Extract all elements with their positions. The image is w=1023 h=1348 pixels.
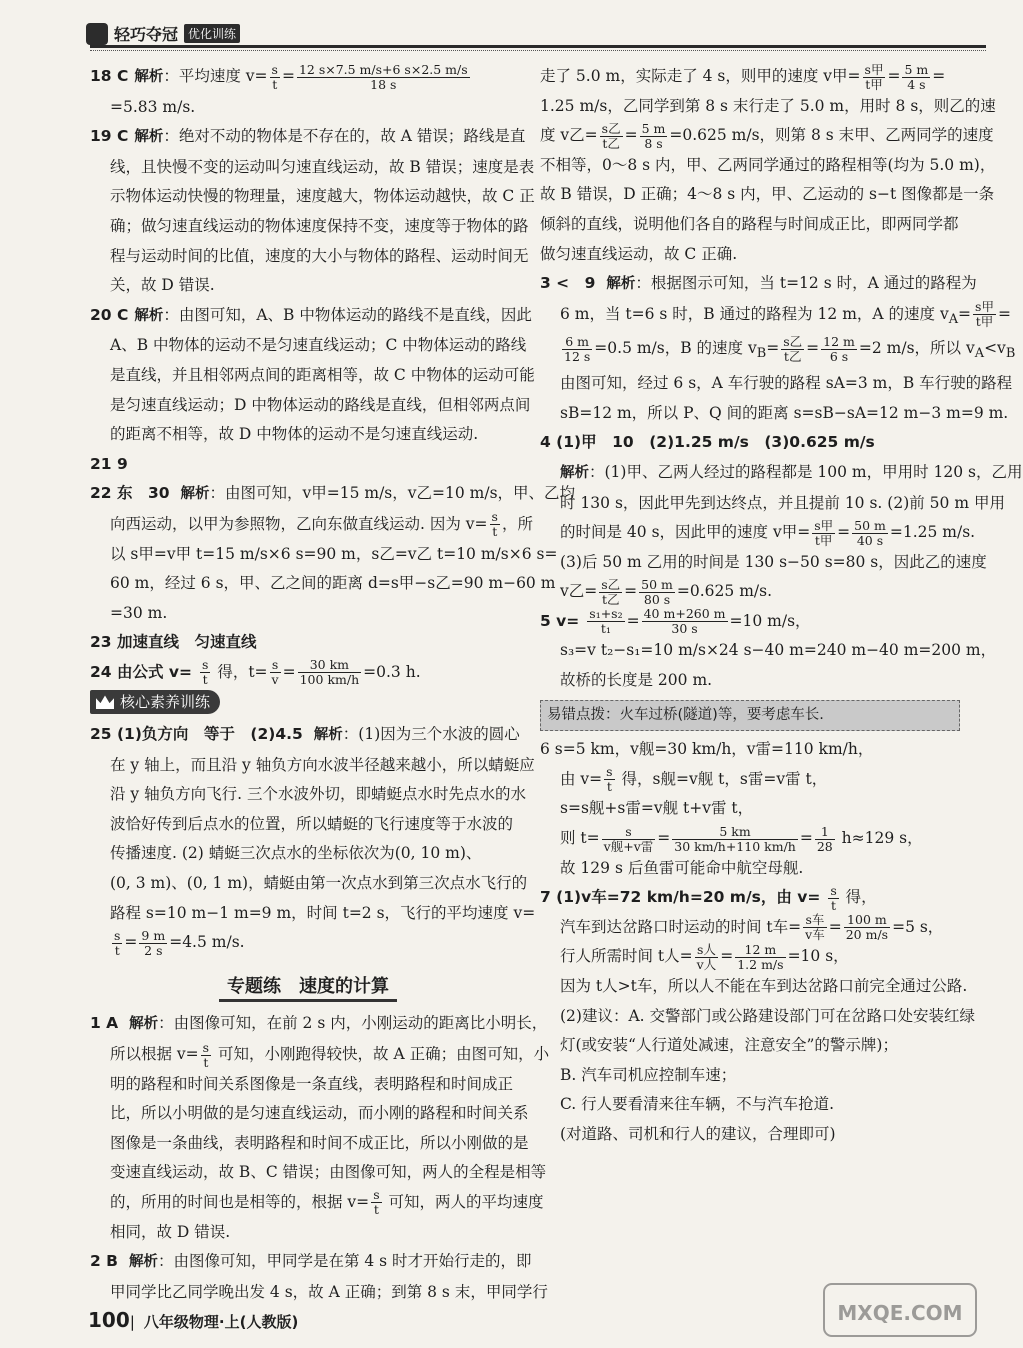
text-line: 所以根据 v= $\frac{s}{t}$ 可知，小刚跑得较快，故 A 正确；由图可知，小	[110, 1039, 550, 1070]
text-line: 灯(或安装“人行道处减速，注意安全”的警示牌)；	[560, 1036, 898, 1055]
text-line: 向西运动，以甲为参照物，乙向东做直线运动. 因为 v= $\frac{s}{t}$ ，所	[110, 509, 533, 540]
fraction: $\frac{s}{t}$	[271, 61, 278, 92]
text-line: 甲同学比乙同学晚出发 4 s，故 A 正确；到第 8 s 末，甲同学行	[110, 1282, 548, 1301]
text-line: 不相等，0～8 s 内，甲、乙两同学通过的路程相等(均为 5.0 m)，	[540, 155, 996, 174]
text-line: 变速直线运动，故 B、C 错误；由图像可知，两人的全程是相等	[110, 1163, 547, 1182]
text-line: 故 129 s 后鱼雷可能命中航空母舰.	[560, 858, 804, 877]
text-line: v乙= $\frac{\text{s乙}}{\text{t乙}}$ = $\frac{50 m}{80 s}$ =0.625 m/s.	[560, 576, 772, 607]
text-line: 路程 s=10 m−1 m=9 m，时间 t=2 s，飞行的平均速度 v=	[110, 903, 536, 922]
text-line: 的，所用的时间也是相等的，根据 v= $\frac{s}{t}$ 可知，两人的平均速度	[110, 1187, 544, 1218]
text-line: 1 A 解析：由图像可知，在前 2 s 内，小刚运动的距离比小明长，	[90, 1014, 548, 1033]
text-line: 在 y 轴上，而且沿 y 轴负方向水波半径越来越小，所以蜻蜓应	[110, 755, 535, 774]
text-line: 60 m，经过 6 s，甲、乙之间的距离 d=s甲−s乙=90 m−60 m	[110, 574, 556, 593]
fraction: $\frac{s}{t}$	[373, 1187, 380, 1218]
text-line: 以 s甲=v甲 t=15 m/s×6 s=90 m，s乙=v乙 t=10 m/s×6 s=	[110, 544, 558, 563]
text-line: 是匀速直线运动；D 中物体运动的路线是直线，但相邻两点间	[110, 395, 531, 414]
text-line: 20 C 解析：由图可知，A、B 中物体运动的路线不是直线，因此	[90, 305, 532, 324]
text-line: 5 v= $\frac{\text{s₁+s₂}}{\text{t₁}}$ = $\frac{40 m+260 m}{30 s}$ =10 m/s，	[540, 606, 811, 637]
text-line: 示物体运动快慢的物理量，速度越大，物体运动越快，故 C 正	[110, 187, 535, 206]
text-line: 21 9	[90, 454, 128, 473]
text-line: B. 汽车司机应控制车速；	[560, 1065, 737, 1084]
brand-logo-icon	[86, 23, 108, 45]
text-line: 23 加速直线 匀速直线	[90, 633, 257, 652]
text-line: 2 B 解析：由图像可知，甲同学是在第 4 s 时才开始行走的，即	[90, 1252, 532, 1271]
text-line: A、B 中物体的运动不是匀速直线运动；C 中物体运动的路线	[110, 336, 527, 355]
error-tip-box: 易错点拨：火车过桥(隧道)等，要考虑车长.	[540, 700, 960, 732]
text-line: s₃=v t₂−s₁=10 m/s×24 s−40 m=240 m−40 m=200 m，	[560, 641, 997, 660]
section-title: 专题练 速度的计算	[90, 972, 526, 1002]
text-line: 22 东 30 解析：由图可知，v甲=15 m/s，v乙=10 m/s，甲、乙均	[90, 484, 576, 503]
text-line: (2)建议：A. 交警部门或公路建设部门可在岔路口处安装红绿	[560, 1006, 976, 1025]
text-line: 是直线，并且相邻两点间的距离相等，故 C 中物体的运动可能	[110, 365, 535, 384]
text-line: 沿 y 轴负方向飞行. 三个水波外切，即蜻蜓点水时先点水的水	[110, 785, 526, 804]
text-line: 6 s=5 km，v舰=30 km/h，v雷=110 km/h，	[540, 740, 874, 759]
text-line: 则 t= $\frac{s}{\text{v舰+v雷}}$ = $\frac{5 km}{30 km/h+110 km/h}$ = $\frac{1}{28}$ h≈129 s，	[560, 823, 923, 854]
text-line: 24 由公式 v= $\frac{s}{t}$ 得，t= $\frac{s}{v}$ = $\frac{30 km}{100 km/h}$ =0.3 h.	[90, 657, 421, 688]
text-line: 线，且快慢不变的运动叫匀速直线运动，故 B 错误；速度是表	[110, 157, 535, 176]
text-line: 的距离不相等，故 D 中物体的运动不是匀速直线运动.	[110, 425, 479, 444]
brand	[86, 22, 240, 45]
fraction: $\frac{s}{t}$	[491, 509, 498, 540]
text-line: $\frac{6 m}{12 s}$ =0.5 m/s，B 的速度 $v_B=$ $\frac{\text{s乙}}{\text{t乙}}$ = $\frac{12 m}{6 s}$ =2 m/s，所以 $v_A<v_B$	[564, 333, 1016, 364]
right-column	[540, 61, 1023, 1150]
text-line: 4 (1)甲 10 (2)1.25 m/s (3)0.625 m/s	[540, 433, 875, 452]
text-line: 确；做匀速直线运动的物体速度保持不变，速度等于物体的路	[110, 216, 529, 235]
fraction: $\frac{9 m}{2 s}$	[141, 927, 166, 958]
text-line: 明的路程和时间关系图像是一条直线，表明路程和时间成正	[110, 1074, 514, 1093]
text-line: 波恰好传到后点水的位置，所以蜻蜓的飞行速度等于水波的	[110, 814, 514, 833]
text-line: 程与运动时间的比值，速度的大小与物体的路程、运动时间无	[110, 246, 529, 265]
text-line: 故桥的长度是 200 m.	[560, 671, 713, 690]
fraction: $\frac{s}{t}$	[201, 657, 209, 688]
text-line: 解析：(1)甲、乙两人经过的路程都是 100 m，甲用时 120 s，乙用	[560, 462, 1023, 481]
text-line: s=s舰+s雷=v舰 t+v雷 t，	[560, 799, 754, 818]
text-line: 传播速度. (2) 蜻蜓三次点水的坐标依次为(0, 10 m)、	[110, 844, 482, 863]
text-line: 做匀速直线运动，故 C 正确.	[540, 244, 738, 263]
text-line: 图像是一条曲线，表明路程和时间不成正比，所以小刚做的是	[110, 1133, 529, 1152]
text-line: 1.25 m/s，乙同学到第 8 s 末行走了 5.0 m，用时 8 s，则乙的速	[540, 96, 996, 115]
fraction: $\frac{s}{t}$	[114, 927, 121, 958]
page-number: 100	[88, 1308, 130, 1332]
fraction: $\frac{30 km}{100 km/h}$	[299, 657, 360, 688]
text-line: 度 v乙= $\frac{\text{s乙}}{\text{t乙}}$ = $\frac{5 m}{8 s}$ =0.625 m/s，则第 8 s 末甲、乙两同学的速度	[540, 120, 994, 151]
brand-name: 轻巧夺冠	[114, 25, 179, 44]
text-line: 关，故 D 错误.	[110, 276, 215, 295]
text-line: 25 (1)负方向 等于 (2)4.5 解析：(1)因为三个水波的圆心	[90, 725, 520, 744]
page-footer: 100| 八年级物理·上(人教版)	[88, 1308, 299, 1332]
text-line: 19 C 解析：绝对不动的物体是不存在的，故 A 错误；路线是直	[90, 127, 526, 146]
header-rule	[90, 45, 986, 48]
text-line: C. 行人要看清来往车辆，不与汽车抢道.	[560, 1095, 835, 1114]
fraction: $\frac{12 s\times 7.5 m/s+6 s\times 2.5 m/s}{18 s}$	[298, 61, 468, 92]
text-line: 行人所需时间 t人= $\frac{\text{s人}}{\text{v人}}$ = $\frac{12 m}{1.2 m/s}$ =10 s，	[560, 941, 849, 972]
text-line: (0, 3 m)、(0, 1 m)，蜻蜓由第一次点水到第三次点水飞行的	[110, 874, 528, 893]
text-line: =5.83 m/s.	[110, 97, 196, 116]
text-line: $\frac{s}{t}$ = $\frac{9 m}{2 s}$ =4.5 m/s.	[114, 927, 245, 958]
text-line: =30 m.	[110, 603, 168, 622]
core-training-banner: 核心素养训练	[90, 690, 220, 714]
text-line: 故 B 错误，D 正确；4～8 s 内，甲、乙运动的 s−t 图像都是一条	[540, 185, 995, 204]
text-line: 时 130 s，因此甲先到达终点，并且提前 10 s. (2)前 50 m 甲用	[560, 493, 1005, 512]
watermark-stamp	[820, 1280, 980, 1340]
text-line: 比，所以小明做的是匀速直线运动，而小刚的路程和时间关系	[110, 1104, 529, 1123]
fraction: $\frac{s}{t}$	[202, 1039, 210, 1070]
text-line: 倾斜的直线，说明他们各自的路程与时间成正比，即两同学都	[540, 214, 959, 233]
brand-subtitle: 优化训练	[184, 24, 240, 43]
text-line: (3)后 50 m 乙用的时间是 130 s−50 s=80 s，因此乙的速度	[560, 552, 987, 571]
crown-icon	[96, 695, 114, 709]
text-line: 的时间是 40 s，因此甲的速度 v甲= $\frac{\text{s甲}}{\text{t甲}}$ = $\frac{50 m}{40 s}$ =1.25 m/s.	[560, 517, 976, 548]
text-line: 由图可知，经过 6 s，A 车行驶的路程 sA=3 m，B 车行驶的路程	[560, 374, 1013, 393]
text-line: (对道路、司机和行人的建议，合理即可)	[560, 1124, 836, 1143]
text-line: 由 v= $\frac{s}{t}$ 得，s舰=v舰 t，s雷=v雷 t，	[560, 764, 828, 795]
text-line: 18 C 解析：平均速度 v= $\frac{s}{t}$ = $\frac{12 s\times 7.5 m/s+6 s\times 2.5 m/s}{18 s}$	[90, 61, 468, 92]
left-column	[90, 61, 576, 1307]
text-line: 3 < 9 解析：根据图示可知，当 t=12 s 时，A 通过的路程为	[540, 274, 977, 293]
text-line: 走了 5.0 m，实际走了 4 s，则甲的速度 v甲= $\frac{\text{s甲}}{\text{t甲}}$ = $\frac{5 m}{4 s}$ =	[540, 61, 946, 92]
svg-text:MXQE.COM: MXQE.COM	[837, 1301, 963, 1325]
text-line: 汽车到达岔路口时运动的时间 t车= $\frac{\text{s车}}{\text{v车}}$ = $\frac{100 m}{20 m/s}$ =5 s，	[560, 912, 944, 943]
fraction: $\frac{s}{v}$	[271, 657, 279, 688]
book-title: 八年级物理·上(人教版)	[143, 1313, 299, 1331]
text-line: 相同，故 D 错误.	[110, 1222, 231, 1241]
text-line: 6 m，当 t=6 s 时，B 通过的路程为 12 m，A 的速度 $v_A=$ $\frac{\text{s甲}}{\text{t甲}}$ =	[560, 299, 1011, 330]
text-line: sB=12 m，所以 P、Q 间的距离 s=sB−sA=12 m−3 m=9 m.	[560, 403, 1009, 422]
text-line: 因为 t人>t车，所以人不能在车到达岔路口前完全通过公路.	[560, 977, 968, 995]
section-banner-row	[90, 687, 526, 720]
text-line: 7 (1)v车=72 km/h=20 m/s，由 v= $\frac{s}{t}$ 得，	[540, 882, 877, 913]
